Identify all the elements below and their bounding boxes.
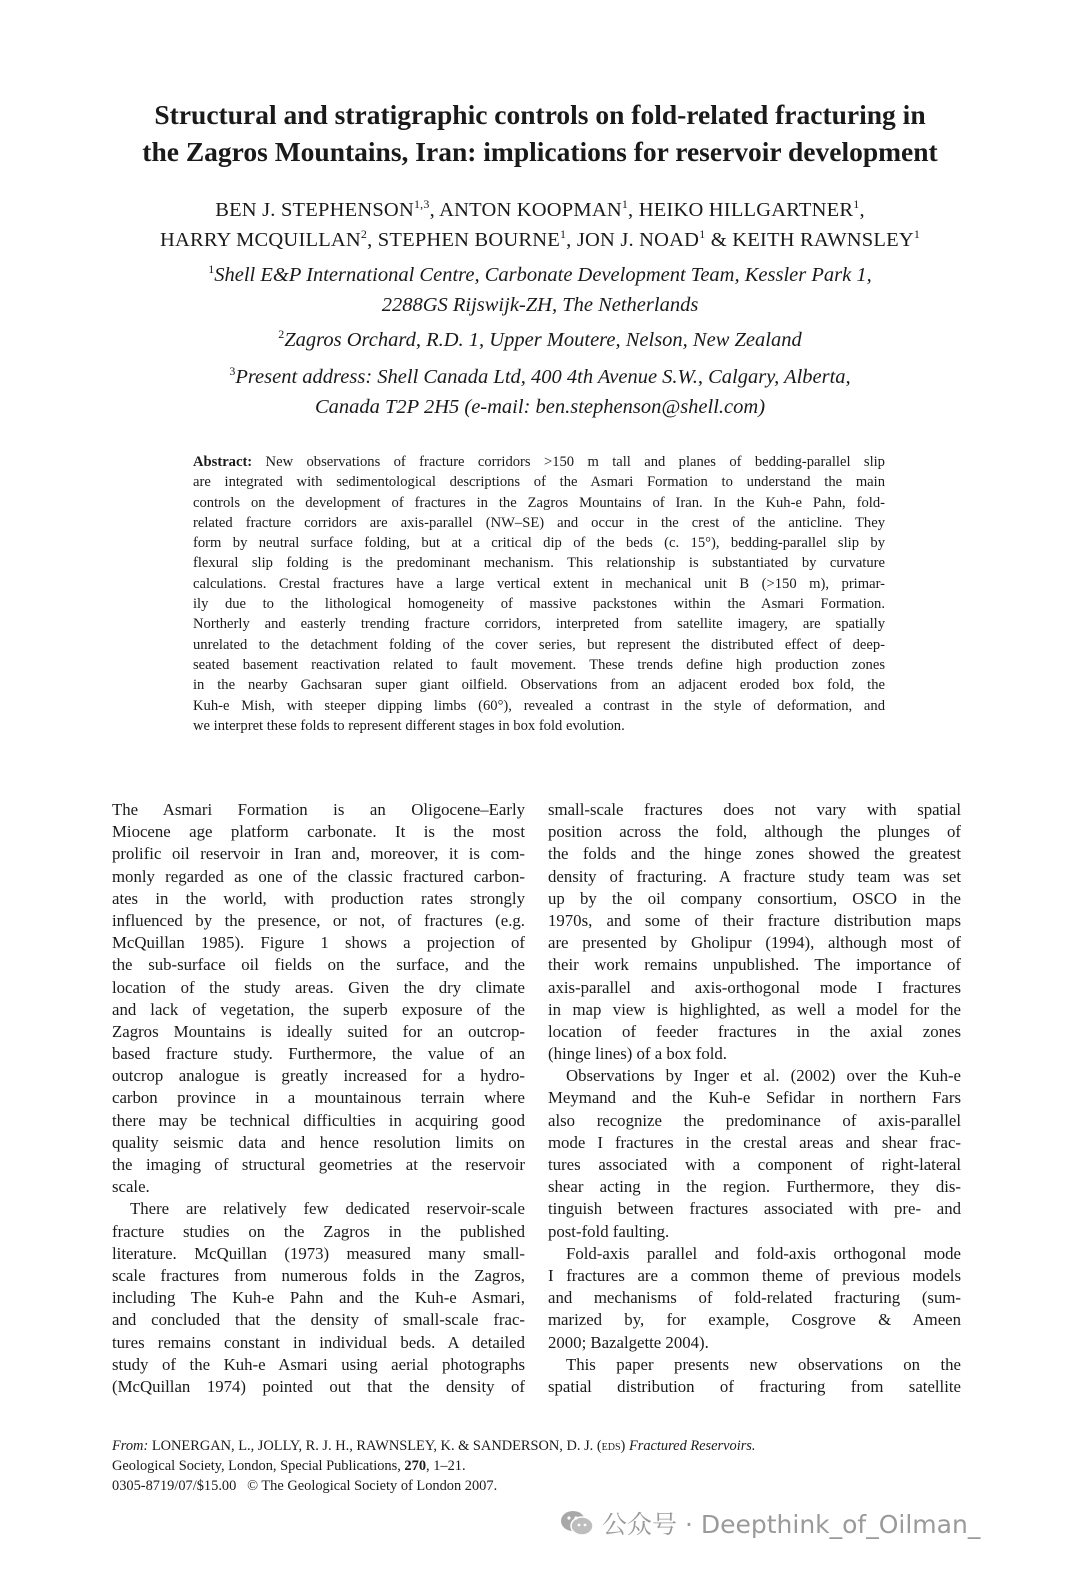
affiliation-1-line-2 (80, 290, 1000, 320)
affiliation-2-marker: 2 (278, 327, 285, 342)
body-line: Fold-axis parallel and fold-axis orthogonal mode (566, 1243, 961, 1263)
abstract-line: unrelated to the detachment folding of the cover series, but represent the distributed effect of deep- (193, 636, 885, 653)
body-line: carbon province in a mountainous terrain where (112, 1088, 525, 1108)
body-line: tures remains constant in individual beds. A detailed (112, 1332, 525, 1352)
body-line: tures associated with a component of right-lateral (548, 1155, 961, 1174)
abstract-line: are integrated with sedimentological descriptions of the Asmari Formation to understand the main (193, 474, 885, 491)
body-line: Meymand and the Kuh-e Sefidar in northern Fars (548, 1088, 961, 1108)
body-line: I fractures are a common theme of previous models (548, 1265, 961, 1285)
body-line: Observations by Inger et al. (2002) over the Kuh-e (566, 1066, 961, 1086)
author-separator: , (628, 199, 639, 221)
body-line: Miocene age platform carbonate. It is the most (112, 822, 525, 842)
author-affiliation-marker: 1 (853, 197, 860, 212)
body-line: the imaging of structural geometries at the reservoir (112, 1155, 525, 1174)
body-line: (McQuillan 1974) pointed out that the density of (112, 1376, 525, 1396)
body-line: and mechanisms of fold-related fracturing (sum- (548, 1288, 961, 1308)
abstract-line: seated basement reactivation related to fault movement. These trends define high production zones (193, 656, 885, 673)
body-line: mode I fractures in the crestal areas and shear frac- (548, 1132, 961, 1152)
author-affiliation-marker: 1 (913, 227, 921, 242)
body-line: density of fracturing. A fracture study team was set (548, 866, 961, 886)
body-line: fracture studies on the Zagros in the published (112, 1221, 525, 1241)
footer-book-title: Fractured Reservoirs. (628, 1438, 756, 1454)
body-line: (hinge lines) of a box fold. (548, 1044, 727, 1064)
affiliation-1-marker: 1 (208, 262, 215, 277)
author-name: BEN J. STEPHENSON (215, 199, 414, 221)
author-affiliation-marker: 2 (360, 227, 368, 242)
affiliation-1 (80, 260, 1000, 320)
author-name: ANTON KOOPMAN (439, 199, 622, 221)
body-line: spatial distribution of fracturing from satellite (548, 1376, 961, 1396)
body-line: marized by, for example, Cosgrove & Ameen (548, 1310, 961, 1330)
body-line: scale fractures from numerous folds in the Zagros, (112, 1265, 525, 1285)
affiliation-3-marker: 3 (229, 364, 236, 379)
body-line: monly regarded as one of the classic fractured carbon- (112, 866, 525, 886)
publication-footer (112, 1436, 972, 1496)
abstract-text: New observations of fracture corridors >150 m tall and planes of bedding-parallel slip (265, 454, 885, 470)
affiliation-1-text-2: 2288GS Rijswijk-ZH, The Netherlands (381, 294, 699, 316)
body-line: literature. McQuillan (1973) measured many small- (112, 1243, 525, 1263)
abstract-line: in the nearby Gachsaran super giant oilfield. Observations from an adjacent eroded box fold, the (193, 677, 885, 694)
body-line: their work remains unpublished. The importance of (548, 955, 961, 975)
affiliation-3-text-1: Present address: Shell Canada Ltd, 400 4th Avenue S.W., Calgary, Alberta, (235, 366, 851, 388)
author-separator: & (705, 229, 733, 251)
footer-volume: 270 (404, 1458, 427, 1474)
affiliation-3 (80, 362, 1000, 422)
footer-from-label: From: (112, 1438, 149, 1454)
body-line: there may be technical difficulties in acquiring good (112, 1110, 525, 1130)
body-line: McQuillan 1985). Figure 1 shows a projection of (112, 933, 525, 953)
body-line: are presented by Gholipur (1994), although most of (548, 933, 961, 953)
abstract-line: Northerly and easterly trending fracture corridors, interpreted from satellite imagery, are spatially (193, 616, 885, 633)
body-line: position across the fold, although the plunges of (548, 822, 961, 842)
affiliation-3-text-2: Canada T2P 2H5 (e-mail: ben.stephenson@shell.com) (314, 396, 766, 418)
author-separator: , (429, 199, 440, 221)
body-line: tinguish between fractures associated with pre- and (548, 1199, 961, 1219)
body-line: quality seismic data and hence resolution limits on (112, 1132, 525, 1152)
affiliation-2 (80, 325, 1000, 355)
body-line: influenced by the presence, or not, of fractures (e.g. (112, 910, 525, 930)
body-right-column (548, 799, 961, 1398)
body-line: The Asmari Formation is an Oligocene–Early (112, 800, 525, 819)
body-left-column (112, 799, 525, 1398)
footer-line-1 (112, 1436, 972, 1456)
body-line: the folds and the hinge zones showed the greatest (548, 844, 961, 864)
body-line: 1970s, and some of their fracture distribution maps (548, 910, 961, 930)
body-line: shear acting in the region. Furthermore, they dis- (548, 1177, 961, 1197)
body-line: study of the Kuh-e Asmari using aerial photographs (112, 1354, 525, 1374)
body-line: scale. (112, 1177, 150, 1197)
wechat-icon (560, 1509, 594, 1537)
body-line: based fracture study. Furthermore, the value of an (112, 1044, 525, 1064)
abstract-line: calculations. Crestal fractures have a large vertical extent in mechanical unit B (>150 m), primar- (193, 575, 885, 592)
author-name: KEITH RAWNSLEY (732, 229, 914, 251)
body-line: small-scale fractures does not vary with spatial (548, 800, 961, 819)
affiliation-2-line-1 (80, 325, 1000, 355)
title-line-1: Structural and stratigraphic controls on fold-related fracturing in (154, 99, 926, 130)
body-line: outcrop analogue is greatly increased for a hydro- (112, 1066, 525, 1086)
author-name: HEIKO HILLGARTNER (638, 199, 854, 221)
affiliation-1-text-1: Shell E&P International Centre, Carbonate Development Team, Kessler Park 1, (214, 264, 872, 286)
watermark (560, 1505, 980, 1541)
affiliation-1-line-1 (80, 260, 1000, 290)
body-line: also recognize the predominance of axis-parallel (548, 1110, 961, 1130)
footer-series: Geological Society, London, Special Publications, (112, 1458, 405, 1474)
abstract-line: flexural slip folding is the predominant mechanism. This relationship is substantiated by curvature (193, 555, 885, 572)
footer-line-3: 0305-8719/07/$15.00 © The Geological Society of London 2007. (112, 1478, 498, 1494)
body-line: prolific oil reservoir in Iran and, moreover, it is com- (112, 844, 525, 864)
body-line: the sub-surface oil fields on the surface, and the (112, 955, 525, 975)
body-line: in map view is highlighted, as well a model for the (548, 999, 961, 1019)
author-separator: , (859, 199, 865, 221)
author-line-2 (80, 225, 1000, 255)
author-name: STEPHEN BOURNE (377, 229, 560, 251)
author-affiliation-marker: 1 (559, 227, 567, 242)
affiliation-3-line-1 (80, 362, 1000, 392)
abstract-line: ily due to the lithological homogeneity of massive packstones within the Asmari Formation. (193, 596, 885, 613)
body-line: ates in the world, with production rates strongly (112, 888, 525, 908)
watermark-text: 公众号 · Deepthink_of_Oilman_ (602, 1510, 981, 1539)
footer-editors: LONERGAN, L., JOLLY, R. J. H., RAWNSLEY, K. & SANDERSON, D. J. (eds) (151, 1438, 626, 1454)
abstract-line: related fracture corridors are axis-parallel (NW–SE) and occur in the crest of the anticline. They (193, 514, 885, 531)
body-line: There are relatively few dedicated reservoir-scale (130, 1199, 525, 1219)
author-affiliation-marker: 1 (699, 227, 706, 242)
abstract-line: form by neutral surface folding, but at a critical dip of the beds (c. 15°), bedding-parallel slip by (193, 535, 885, 552)
body-line: 2000; Bazalgette 2004). (548, 1332, 709, 1352)
author-name: HARRY MCQUILLAN (159, 229, 361, 251)
footer-line-2 (112, 1456, 972, 1476)
abstract-label: Abstract: (193, 454, 266, 470)
body-line: up by the oil company consortium, OSCO in the (548, 888, 961, 908)
affiliation-3-line-2 (80, 392, 1000, 422)
body-line: This paper presents new observations on the (566, 1354, 961, 1374)
paper-title (90, 96, 990, 170)
author-line-1 (80, 195, 1000, 225)
author-separator: , (367, 229, 378, 251)
author-separator: , (566, 229, 577, 251)
body-line: location of the study areas. Given the dry climate (112, 977, 525, 997)
abstract-line: we interpret these folds to represent different stages in box fold evolution. (193, 717, 625, 734)
body-line: Zagros Mountains is ideally suited for an outcrop- (112, 1021, 525, 1041)
author-list (80, 195, 1000, 255)
body-line: and lack of vegetation, the superb exposure of the (112, 999, 525, 1019)
affiliation-2-text-1: Zagros Orchard, R.D. 1, Upper Moutere, Nelson, New Zealand (284, 329, 802, 351)
author-affiliation-marker: 1,3 (413, 197, 430, 212)
footer-pages: , 1–21. (426, 1458, 466, 1474)
abstract-line: controls on the development of fractures in the Zagros Mountains of Iran. In the Kuh-e Pahn, fold- (193, 494, 885, 511)
body-line: axis-parallel and axis-orthogonal mode I fractures (548, 977, 961, 997)
author-name: JON J. NOAD (576, 229, 700, 251)
body-line: and concluded that the density of small-scale frac- (112, 1310, 525, 1330)
abstract-line (193, 452, 885, 472)
title-line-2: the Zagros Mountains, Iran: implications for reservoir development (142, 136, 938, 167)
abstract (193, 452, 885, 736)
body-line: location of feeder fractures in the axial zones (548, 1021, 961, 1041)
abstract-line: Kuh-e Mish, with steeper dipping limbs (60°), revealed a contrast in the style of deformation, and (193, 697, 885, 714)
author-affiliation-marker: 1 (621, 197, 629, 212)
body-line: post-fold faulting. (548, 1221, 670, 1241)
body-line: including The Kuh-e Pahn and the Kuh-e Asmari, (112, 1288, 525, 1308)
